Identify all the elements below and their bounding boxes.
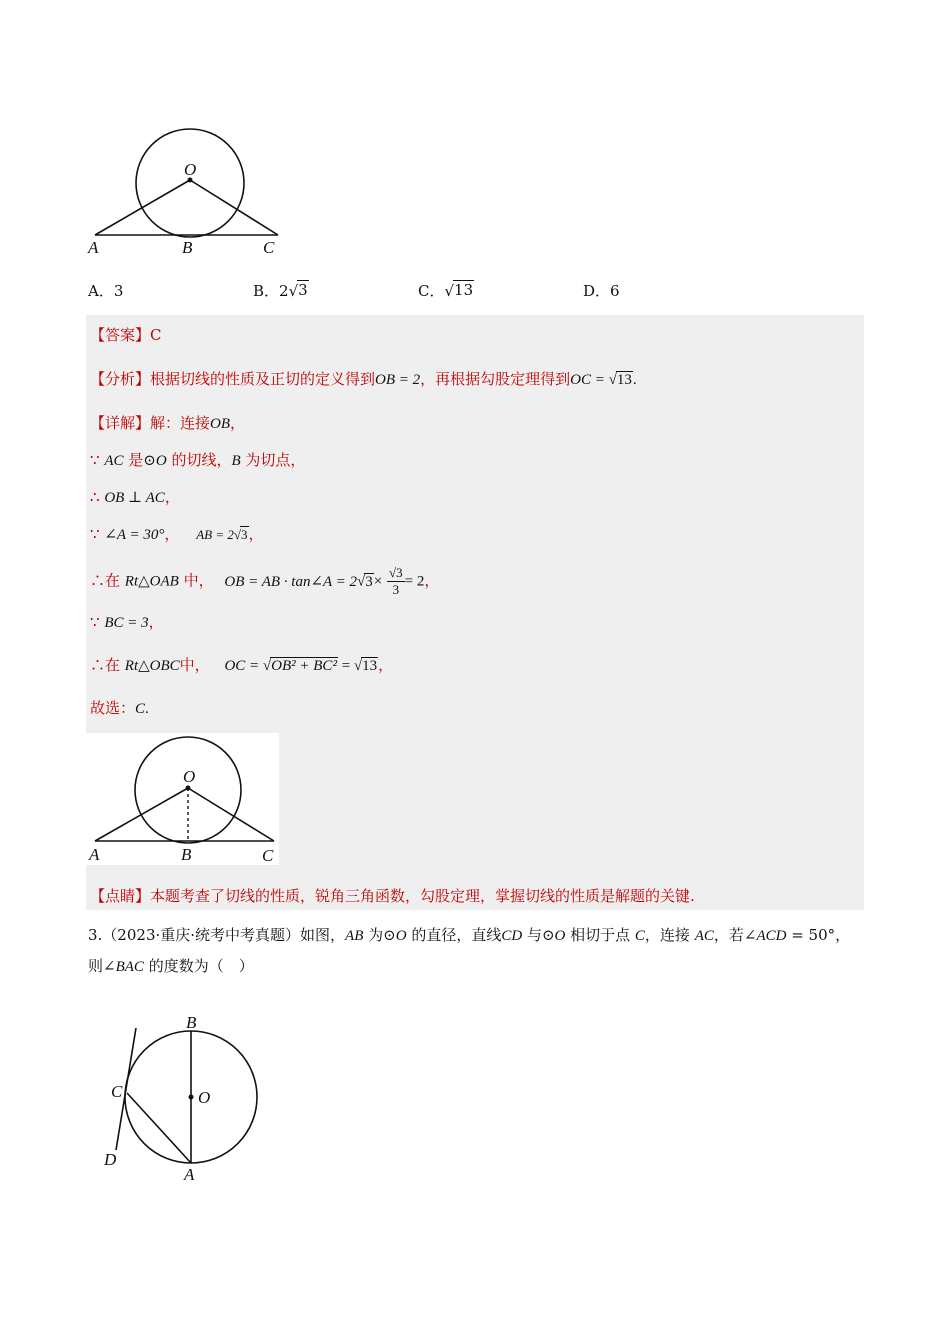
detail-step-6: ∴在 Rt△OBC中， OC = √OB² + BC² = √13， — [90, 656, 394, 674]
choice-d: D．6 — [583, 282, 620, 300]
label-o: O — [184, 160, 197, 179]
question-3-line-2: 则∠BAC 的度数为（ ） — [88, 957, 254, 975]
center-dot — [189, 1095, 194, 1100]
detail-line: 【详解】解：连接OB， — [90, 414, 246, 432]
detail-step-5: ∵ BC = 3， — [90, 613, 164, 631]
question-3-line-1: 3.（2023·重庆·统考中考真题）如图，AB 为⊙O 的直径，直线CD 与⊙O 相切于点 C，连接 AC，若∠ACD = 50°， — [88, 926, 851, 944]
label-c: C — [111, 1082, 123, 1101]
segment-oc — [188, 788, 274, 841]
detail-step-1: ∵ AC 是⊙O 的切线，B 为切点， — [90, 451, 306, 469]
label-b: B — [186, 1013, 197, 1032]
label-c: C — [263, 238, 275, 257]
label-o: O — [183, 767, 196, 786]
center-dot — [186, 786, 191, 791]
figure-circle-tangent-1 — [85, 125, 285, 257]
detail-step-3: ∵ ∠A = 30°， AB = 2√3， — [90, 525, 264, 543]
chord-ac — [127, 1093, 191, 1163]
segment-oa — [95, 180, 190, 235]
figure-circle-diameter — [100, 1010, 270, 1185]
figure-circle-tangent-2 — [86, 733, 279, 865]
answer-line: 【答案】C — [90, 326, 162, 344]
answer-choices — [88, 280, 788, 302]
label-o: O — [198, 1088, 211, 1107]
detail-conclusion: 故选：C. — [90, 699, 149, 717]
circle-o — [136, 129, 244, 237]
label-a: A — [184, 1165, 195, 1184]
label-c: C — [262, 846, 274, 865]
analysis-line: 【分析】根据切线的性质及正切的定义得到OB = 2，再根据勾股定理得到OC = √13. — [90, 370, 637, 388]
choice-a: A．3 — [88, 282, 124, 300]
label-b: B — [181, 845, 192, 864]
label-d: D — [104, 1150, 117, 1169]
label-b: B — [182, 238, 193, 257]
detail-step-2: ∴ OB ⊥ AC， — [90, 488, 180, 506]
detail-step-4: ∴在 Rt△OAB 中， OB = AB · tan∠A = 2√3× $\frac{√3}{3}$ = 2， — [90, 565, 440, 597]
label-a: A — [88, 238, 99, 257]
segment-oc — [190, 180, 278, 235]
label-a: A — [89, 845, 100, 864]
choice-b: B．2√ 3 — [253, 281, 308, 300]
choice-c: C．√ 13 — [418, 281, 474, 300]
point-line: 【点睛】本题考查了切线的性质，锐角三角函数，勾股定理，掌握切线的性质是解题的关键. — [90, 887, 695, 905]
segment-oa — [95, 788, 188, 841]
question-3 — [88, 920, 868, 982]
